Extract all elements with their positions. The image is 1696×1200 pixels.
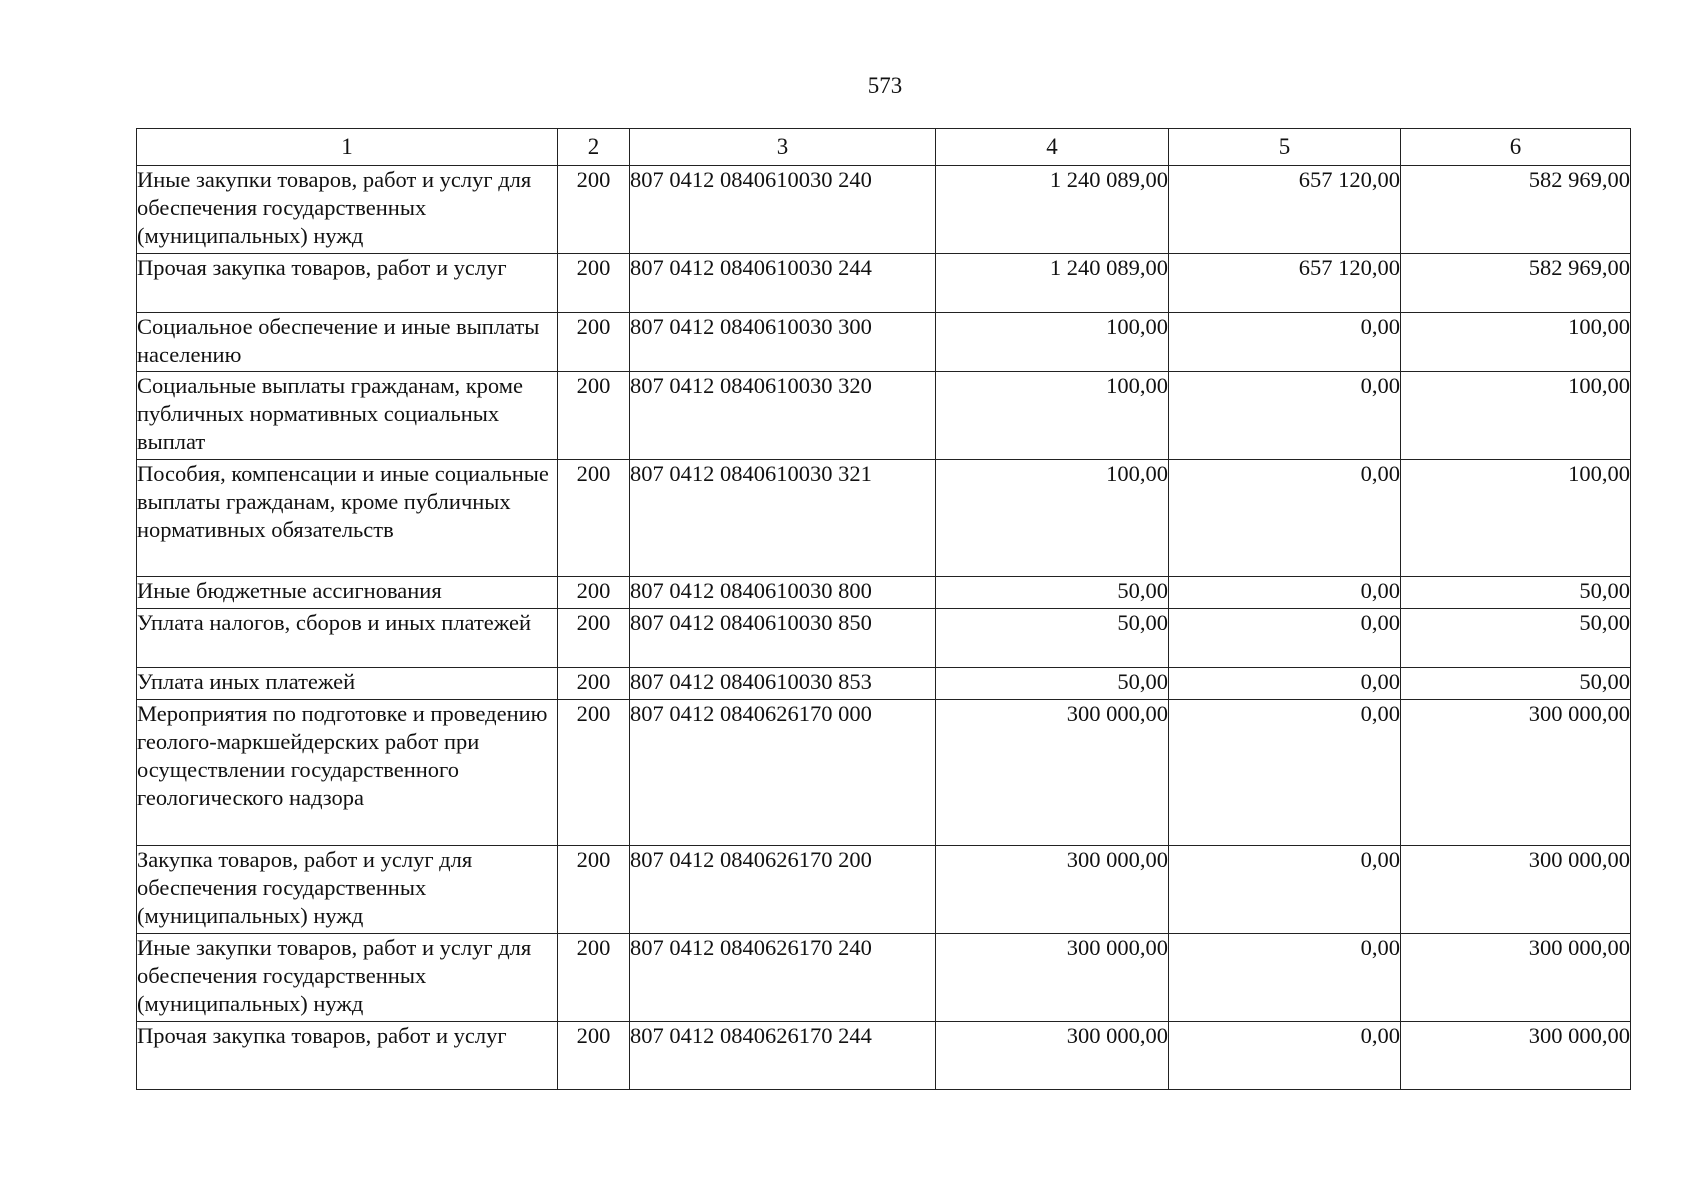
row-amount-col5: 657 120,00 [1169,254,1401,313]
table-row [137,846,1631,934]
row-amount-col6: 50,00 [1401,577,1631,609]
header-col-1: 1 [137,129,558,166]
row-code: 807 0412 0840610030 320 [630,372,936,460]
table-row [137,313,1631,372]
row-section: 200 [558,934,630,1022]
row-section: 200 [558,372,630,460]
row-code: 807 0412 0840610030 321 [630,460,936,577]
row-amount-col5: 657 120,00 [1169,166,1401,254]
row-amount-col5: 0,00 [1169,609,1401,668]
row-amount-col4: 300 000,00 [936,934,1169,1022]
row-name: Прочая закупка товаров, работ и услуг [137,254,558,313]
table-row [137,372,1631,460]
row-amount-col6: 582 969,00 [1401,166,1631,254]
row-section: 200 [558,254,630,313]
row-name: Пособия, компенсации и иные социальные выплаты гражданам, кроме публичных нормативных обязательств [137,460,558,577]
row-name: Прочая закупка товаров, работ и услуг [137,1022,558,1090]
header-col-4: 4 [936,129,1169,166]
row-code: 807 0412 0840610030 850 [630,609,936,668]
row-name: Мероприятия по подготовке и проведению геолого-маркшейдерских работ при осуществлении государственного геологического надзора [137,700,558,846]
row-name: Иные закупки товаров, работ и услуг для обеспечения государственных (муниципальных) нужд [137,166,558,254]
row-amount-col6: 582 969,00 [1401,254,1631,313]
row-amount-col4: 100,00 [936,372,1169,460]
row-section: 200 [558,313,630,372]
header-col-2: 2 [558,129,630,166]
row-amount-col6: 300 000,00 [1401,1022,1631,1090]
row-amount-col4: 100,00 [936,313,1169,372]
header-col-3: 3 [630,129,936,166]
table-row [137,609,1631,668]
row-code: 807 0412 0840610030 853 [630,668,936,700]
row-section: 200 [558,166,630,254]
row-section: 200 [558,460,630,577]
row-amount-col6: 100,00 [1401,460,1631,577]
page-number: 573 [867,73,903,98]
row-amount-col5: 0,00 [1169,846,1401,934]
row-name: Иные бюджетные ассигнования [137,577,558,609]
row-code: 807 0412 0840610030 800 [630,577,936,609]
row-section: 200 [558,668,630,700]
row-amount-col4: 50,00 [936,668,1169,700]
row-section: 200 [558,1022,630,1090]
row-code: 807 0412 0840626170 240 [630,934,936,1022]
table-row [137,934,1631,1022]
table-row [137,166,1631,254]
row-amount-col5: 0,00 [1169,700,1401,846]
table-header-row [137,129,1631,166]
row-amount-col5: 0,00 [1169,934,1401,1022]
row-name: Иные закупки товаров, работ и услуг для обеспечения государственных (муниципальных) нужд [137,934,558,1022]
row-section: 200 [558,577,630,609]
row-amount-col6: 300 000,00 [1401,846,1631,934]
table-row [137,460,1631,577]
row-code: 807 0412 0840626170 200 [630,846,936,934]
row-amount-col6: 50,00 [1401,668,1631,700]
row-name: Закупка товаров, работ и услуг для обеспечения государственных (муниципальных) нужд [137,846,558,934]
table-row [137,668,1631,700]
row-amount-col6: 50,00 [1401,609,1631,668]
row-code: 807 0412 0840626170 000 [630,700,936,846]
row-code: 807 0412 0840610030 300 [630,313,936,372]
row-amount-col5: 0,00 [1169,460,1401,577]
header-col-6: 6 [1401,129,1631,166]
row-amount-col5: 0,00 [1169,372,1401,460]
row-amount-col5: 0,00 [1169,1022,1401,1090]
row-section: 200 [558,609,630,668]
table-row [137,577,1631,609]
row-code: 807 0412 0840610030 244 [630,254,936,313]
budget-table [136,128,1631,1090]
row-name: Социальное обеспечение и иные выплаты населению [137,313,558,372]
row-amount-col6: 300 000,00 [1401,934,1631,1022]
header-col-5: 5 [1169,129,1401,166]
row-amount-col6: 100,00 [1401,313,1631,372]
row-section: 200 [558,700,630,846]
row-amount-col5: 0,00 [1169,668,1401,700]
row-name: Уплата налогов, сборов и иных платежей [137,609,558,668]
table-row [137,1022,1631,1090]
row-amount-col5: 0,00 [1169,577,1401,609]
table-row [137,700,1631,846]
row-amount-col6: 100,00 [1401,372,1631,460]
row-amount-col4: 300 000,00 [936,1022,1169,1090]
row-section: 200 [558,846,630,934]
row-amount-col4: 1 240 089,00 [936,254,1169,313]
table-row [137,254,1631,313]
row-amount-col4: 50,00 [936,609,1169,668]
row-amount-col4: 300 000,00 [936,846,1169,934]
row-amount-col4: 100,00 [936,460,1169,577]
row-code: 807 0412 0840626170 244 [630,1022,936,1090]
row-amount-col4: 1 240 089,00 [936,166,1169,254]
row-amount-col6: 300 000,00 [1401,700,1631,846]
row-code: 807 0412 0840610030 240 [630,166,936,254]
row-amount-col4: 300 000,00 [936,700,1169,846]
row-name: Социальные выплаты гражданам, кроме публичных нормативных социальных выплат [137,372,558,460]
row-name: Уплата иных платежей [137,668,558,700]
row-amount-col4: 50,00 [936,577,1169,609]
row-amount-col5: 0,00 [1169,313,1401,372]
